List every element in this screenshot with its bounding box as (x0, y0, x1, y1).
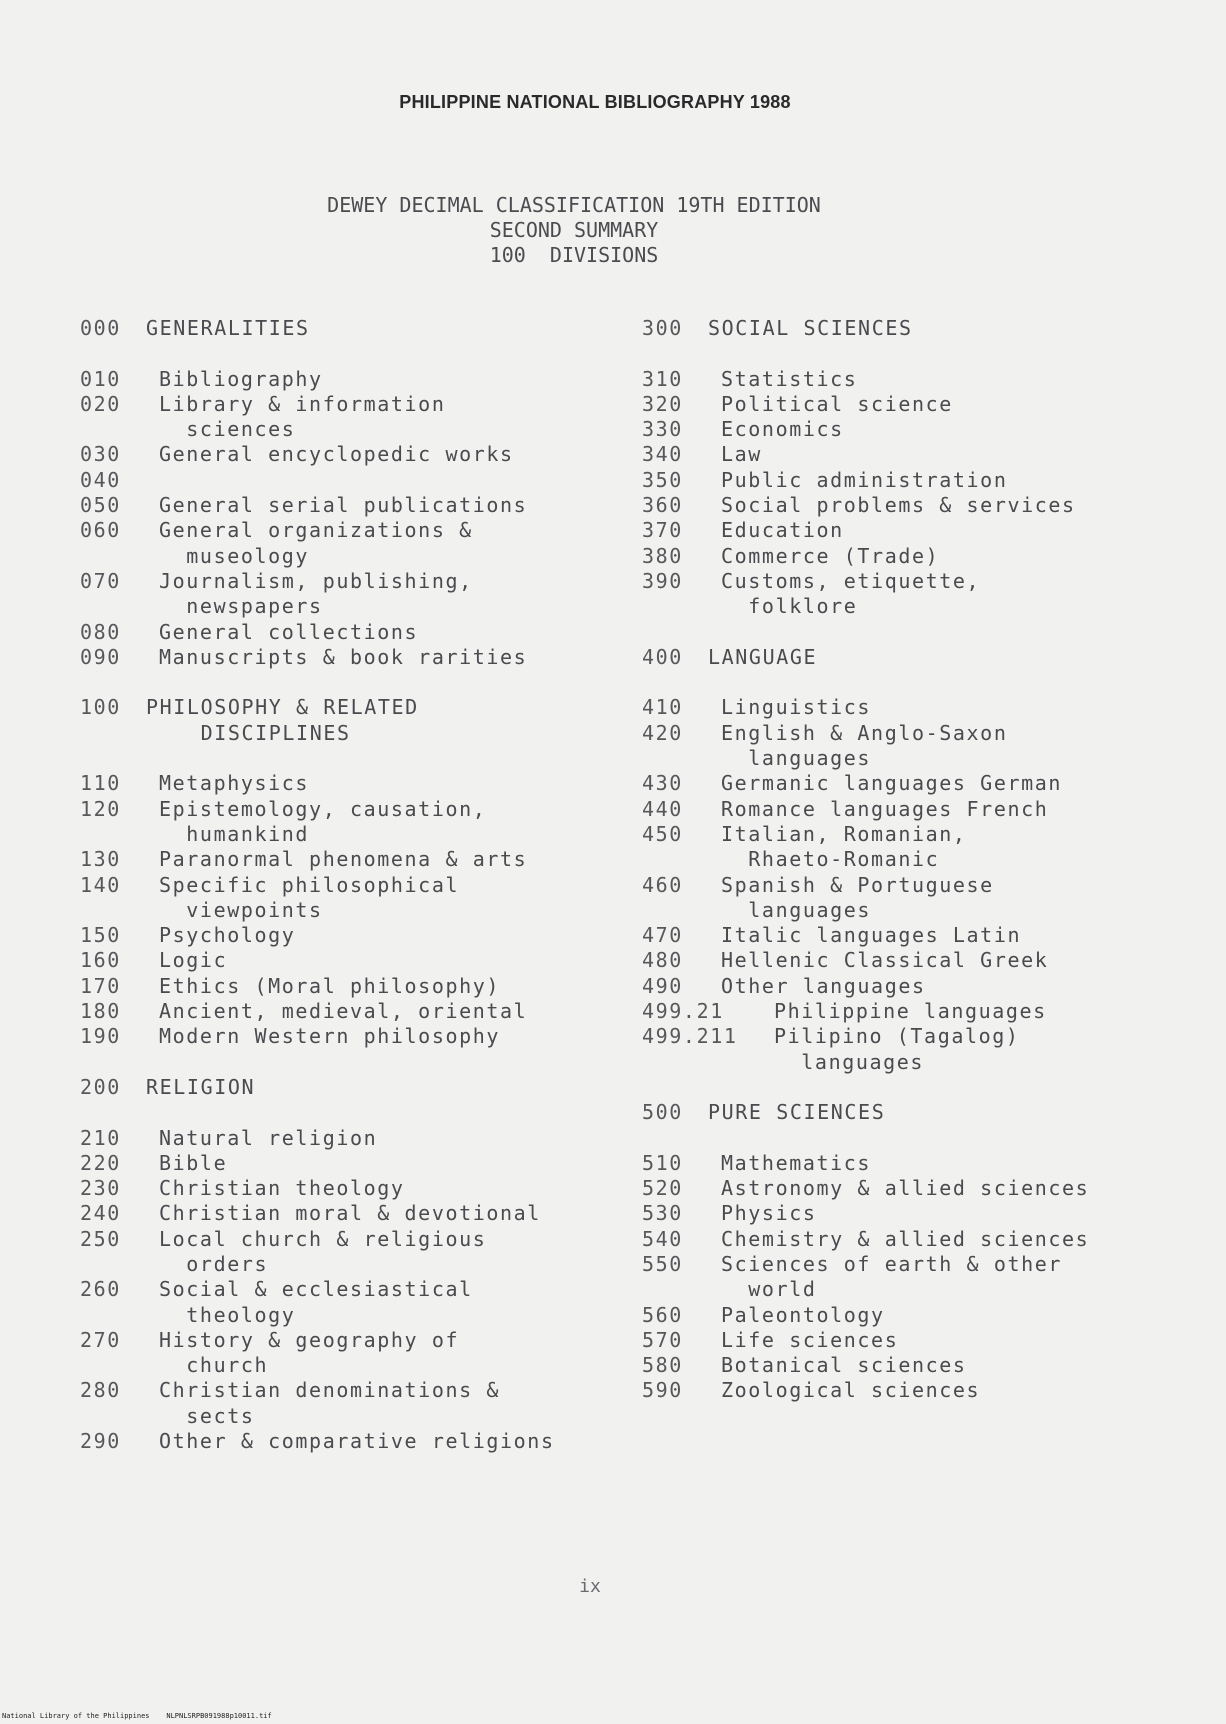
class-number: 590 (642, 1378, 683, 1403)
class-number: 460 (642, 872, 683, 897)
class-number: 030 (80, 442, 121, 467)
division-entry (642, 442, 1202, 467)
spacer (80, 670, 640, 695)
class-number: 380 (642, 543, 683, 568)
class-number: 090 (80, 644, 121, 669)
caption-line: General organizations & (159, 518, 473, 543)
caption-line: Germanic languages German (721, 771, 1063, 796)
class-caption (159, 1378, 640, 1429)
caption-line: Natural religion (159, 1125, 378, 1150)
class-number: 450 (642, 821, 683, 846)
division-entry (80, 797, 640, 848)
division-entry (80, 1227, 640, 1278)
caption-line: sects (159, 1403, 255, 1428)
class-number: 370 (642, 518, 683, 543)
caption-line: Bible (159, 1150, 228, 1175)
page-title: PHILIPPINE NATIONAL BIBLIOGRAPHY 1988 (399, 92, 791, 112)
division-entry (80, 999, 640, 1024)
class-number: 520 (642, 1176, 683, 1201)
division-entry (642, 367, 1202, 392)
class-caption (159, 1126, 640, 1151)
class-caption (159, 771, 640, 796)
class-caption (708, 645, 1202, 670)
caption-line: Commerce (Trade) (721, 543, 940, 568)
division-entry (80, 518, 640, 569)
class-number: 400 (642, 644, 683, 669)
caption-line: Italian, Romanian, (721, 821, 967, 846)
main-class-heading (642, 1100, 1202, 1125)
class-caption (159, 367, 640, 392)
class-number: 250 (80, 1226, 121, 1251)
class-caption (146, 695, 640, 746)
caption-line: Social problems & services (721, 493, 1076, 518)
caption-line: Mathematics (721, 1150, 872, 1175)
division-entry (642, 417, 1202, 442)
class-caption (721, 392, 1202, 417)
division-entry (80, 493, 640, 518)
class-caption (159, 620, 640, 645)
caption-line: world (721, 1277, 817, 1302)
main-class-heading (642, 645, 1202, 670)
division-entry (80, 392, 640, 443)
caption-line: Paranormal phenomena & arts (159, 847, 528, 872)
class-number: 000 (80, 316, 121, 340)
class-number: 120 (80, 796, 121, 821)
class-number: 230 (80, 1176, 121, 1201)
division-entry (80, 1024, 640, 1049)
caption-line: languages (721, 746, 872, 771)
class-number: 530 (642, 1201, 683, 1226)
division-entry (80, 1176, 640, 1201)
class-caption (721, 695, 1202, 720)
class-caption (721, 493, 1202, 518)
class-number: 150 (80, 923, 121, 948)
main-class-heading (80, 695, 640, 746)
class-caption (721, 518, 1202, 543)
division-entry (80, 620, 640, 645)
division-entry (642, 1227, 1202, 1252)
class-number: 160 (80, 948, 121, 973)
caption-line: church (159, 1353, 269, 1378)
class-caption (159, 1151, 640, 1176)
caption-line: PHILOSOPHY & RELATED (146, 695, 419, 720)
division-entry (642, 1353, 1202, 1378)
class-caption (159, 1201, 640, 1226)
caption-line: Ancient, medieval, oriental (159, 999, 528, 1024)
class-caption (159, 873, 640, 924)
caption-line: Journalism, publishing, (159, 568, 473, 593)
class-caption (721, 948, 1202, 973)
caption-line: Economics (721, 417, 844, 442)
class-number: 220 (80, 1150, 121, 1175)
caption-line: General encyclopedic works (159, 442, 514, 467)
class-number: 550 (642, 1251, 683, 1276)
caption-line: Hellenic Classical Greek (721, 948, 1049, 973)
class-number: 320 (642, 391, 683, 416)
class-number: 310 (642, 366, 683, 391)
division-entry (642, 544, 1202, 569)
class-number: 580 (642, 1353, 683, 1378)
caption-line: Life sciences (721, 1327, 899, 1352)
subtitle-line: DEWEY DECIMAL CLASSIFICATION 19TH EDITION (327, 193, 821, 217)
class-caption (721, 822, 1202, 873)
class-number: 240 (80, 1201, 121, 1226)
division-entry (80, 771, 640, 796)
caption-line: Other languages (721, 973, 926, 998)
class-number: 180 (80, 999, 121, 1024)
division-entry (642, 569, 1202, 620)
class-caption (721, 771, 1202, 796)
class-caption (721, 544, 1202, 569)
division-entry (80, 948, 640, 973)
class-caption (721, 797, 1202, 822)
class-caption (159, 442, 640, 467)
division-entry (642, 468, 1202, 493)
class-caption (721, 873, 1202, 924)
class-caption (159, 468, 640, 493)
division-entry (80, 569, 640, 620)
class-caption (708, 1100, 1202, 1125)
caption-line: theology (159, 1302, 296, 1327)
caption-line: Psychology (159, 923, 296, 948)
caption-line: Italic languages Latin (721, 923, 1022, 948)
caption-line: Chemistry & allied sciences (721, 1226, 1090, 1251)
page-number: ix (579, 1576, 601, 1597)
class-number: 490 (642, 973, 683, 998)
caption-line: English & Anglo-Saxon (721, 720, 1008, 745)
class-caption (159, 1277, 640, 1328)
caption-line: humankind (159, 821, 310, 846)
division-entry (80, 1328, 640, 1379)
class-caption (721, 367, 1202, 392)
class-number: 570 (642, 1327, 683, 1352)
class-caption (721, 569, 1202, 620)
class-caption (159, 518, 640, 569)
caption-line: Specific philosophical (159, 872, 460, 897)
caption-line: Education (721, 518, 844, 543)
class-number: 499.21 (642, 999, 724, 1024)
division-entry (642, 923, 1202, 948)
class-caption (159, 923, 640, 948)
class-caption (721, 1151, 1202, 1176)
class-number: 110 (80, 771, 121, 796)
class-number: 210 (80, 1125, 121, 1150)
division-entry (80, 367, 640, 392)
division-entry (642, 974, 1202, 999)
division-entry (642, 771, 1202, 796)
class-caption (146, 1075, 640, 1100)
class-number: 170 (80, 973, 121, 998)
class-caption (721, 1353, 1202, 1378)
spacer (80, 1050, 640, 1075)
spacer (642, 670, 1202, 695)
class-number: 270 (80, 1327, 121, 1352)
caption-line: Bibliography (159, 366, 323, 391)
division-entry (642, 1378, 1202, 1403)
class-caption (721, 923, 1202, 948)
class-number: 020 (80, 391, 121, 416)
caption-line: LANGUAGE (708, 644, 818, 669)
class-number: 280 (80, 1378, 121, 1403)
class-number: 330 (642, 417, 683, 442)
subtitle-line: 100 DIVISIONS (489, 243, 659, 267)
caption-line: languages (721, 897, 872, 922)
class-number: 200 (80, 1074, 121, 1099)
caption-line: Sciences of earth & other (721, 1251, 1063, 1276)
class-caption (159, 493, 640, 518)
spacer (642, 341, 1202, 366)
division-entry (642, 1303, 1202, 1328)
spacer (80, 341, 640, 366)
caption-line: Local church & religious (159, 1226, 487, 1251)
division-entry (80, 974, 640, 999)
caption-line: Astronomy & allied sciences (721, 1176, 1090, 1201)
class-caption (774, 999, 1202, 1024)
division-entry (80, 1201, 640, 1226)
caption-line: newspapers (159, 594, 323, 619)
class-number: 080 (80, 619, 121, 644)
division-entry (642, 721, 1202, 772)
caption-line: Romance languages French (721, 796, 1049, 821)
class-number: 060 (80, 518, 121, 543)
division-entry (642, 873, 1202, 924)
class-caption (721, 442, 1202, 467)
caption-line: languages (774, 1049, 925, 1074)
caption-line: Paleontology (721, 1302, 885, 1327)
main-class-heading (642, 316, 1202, 341)
caption-line: Social & ecclesiastical (159, 1277, 473, 1302)
caption-line: Metaphysics (159, 771, 310, 796)
class-caption (159, 1024, 640, 1049)
caption-line: General serial publications (159, 493, 528, 518)
class-caption (159, 999, 640, 1024)
class-number: 470 (642, 923, 683, 948)
class-caption (159, 1429, 640, 1454)
division-entry (80, 442, 640, 467)
class-number: 140 (80, 872, 121, 897)
class-number: 500 (642, 1100, 683, 1125)
division-entry (642, 1328, 1202, 1353)
class-caption (721, 1303, 1202, 1328)
division-entry (642, 797, 1202, 822)
spacer (642, 620, 1202, 645)
class-caption (159, 974, 640, 999)
class-number: 050 (80, 493, 121, 518)
class-caption (159, 569, 640, 620)
caption-line: Law (721, 442, 762, 467)
class-number: 100 (80, 695, 121, 720)
class-caption (721, 1328, 1202, 1353)
caption-line: Other & comparative religions (159, 1429, 555, 1454)
caption-line: Philippine languages (774, 999, 1047, 1024)
caption-line: Pilipino (Tagalog) (774, 1024, 1020, 1049)
caption-line: viewpoints (159, 897, 323, 922)
class-number: 390 (642, 568, 683, 593)
class-number: 540 (642, 1226, 683, 1251)
class-number: 260 (80, 1277, 121, 1302)
caption-line: History & geography of (159, 1327, 460, 1352)
class-caption (721, 417, 1202, 442)
class-caption (708, 316, 1202, 341)
caption-line: Physics (721, 1201, 817, 1226)
class-caption (721, 1227, 1202, 1252)
caption-line: RELIGION (146, 1074, 256, 1099)
spacer (80, 746, 640, 771)
caption-line: Zoological sciences (721, 1378, 981, 1403)
division-entry (80, 1378, 640, 1429)
class-number: 440 (642, 796, 683, 821)
caption-line: Ethics (Moral philosophy) (159, 973, 501, 998)
division-entry (80, 1151, 640, 1176)
division-entry (642, 999, 1202, 1024)
class-number: 040 (80, 467, 121, 492)
class-number: 190 (80, 1024, 121, 1049)
division-entry (80, 1277, 640, 1328)
main-class-heading (80, 1075, 640, 1100)
division-entry (80, 645, 640, 670)
classification-column-left (80, 316, 640, 1454)
division-entry (80, 873, 640, 924)
class-number: 430 (642, 771, 683, 796)
division-entry (642, 493, 1202, 518)
caption-line: orders (159, 1251, 269, 1276)
class-number: 510 (642, 1150, 683, 1175)
class-caption (721, 1201, 1202, 1226)
caption-line: museology (159, 543, 310, 568)
division-entry (642, 1201, 1202, 1226)
caption-line: Christian theology (159, 1176, 405, 1201)
spacer (642, 1075, 1202, 1100)
division-entry (80, 468, 640, 493)
division-entry (642, 948, 1202, 973)
caption-line: Logic (159, 948, 228, 973)
class-number: 290 (80, 1429, 121, 1454)
class-caption (159, 1176, 640, 1201)
division-entry (80, 923, 640, 948)
class-caption (774, 1024, 1202, 1075)
caption-line: GENERALITIES (146, 316, 310, 340)
class-caption (721, 1176, 1202, 1201)
class-caption (721, 974, 1202, 999)
division-entry (642, 822, 1202, 873)
caption-line: General collections (159, 619, 419, 644)
caption-line: Political science (721, 391, 953, 416)
class-number: 420 (642, 720, 683, 745)
class-caption (159, 1328, 640, 1379)
class-number: 410 (642, 695, 683, 720)
class-number: 350 (642, 467, 683, 492)
caption-line: folklore (721, 594, 858, 619)
class-caption (159, 645, 640, 670)
caption-line: DISCIPLINES (146, 720, 351, 745)
division-entry (642, 1024, 1202, 1075)
spacer (80, 1100, 640, 1125)
caption-line: Public administration (721, 467, 1008, 492)
division-entry (642, 1252, 1202, 1303)
classification-column-right (642, 316, 1202, 1404)
division-entry (80, 847, 640, 872)
division-entry (642, 518, 1202, 543)
caption-line: PURE SCIENCES (708, 1100, 886, 1125)
class-caption (721, 1252, 1202, 1303)
caption-line: Christian moral & devotional (159, 1201, 541, 1226)
caption-line: Library & information (159, 391, 446, 416)
class-number: 499.211 (642, 1024, 738, 1049)
caption-line: Statistics (721, 366, 858, 391)
class-caption (146, 316, 640, 341)
caption-line: Manuscripts & book rarities (159, 644, 528, 669)
class-number: 300 (642, 316, 683, 340)
class-number: 070 (80, 568, 121, 593)
caption-line (159, 468, 640, 493)
division-entry (642, 1176, 1202, 1201)
caption-line: Epistemology, causation, (159, 796, 487, 821)
subtitle-line: SECOND SUMMARY (489, 218, 659, 242)
division-entry (80, 1429, 640, 1454)
caption-line: Rhaeto-Romanic (721, 847, 940, 872)
division-entry (642, 695, 1202, 720)
caption-line: Modern Western philosophy (159, 1024, 501, 1049)
caption-line: Customs, etiquette, (721, 568, 981, 593)
division-entry (642, 392, 1202, 417)
spacer (642, 1126, 1202, 1151)
class-caption (159, 797, 640, 848)
class-caption (159, 847, 640, 872)
class-number: 360 (642, 493, 683, 518)
class-caption (721, 721, 1202, 772)
class-number: 130 (80, 847, 121, 872)
class-number: 480 (642, 948, 683, 973)
division-entry (80, 1126, 640, 1151)
caption-line: Christian denominations & (159, 1378, 501, 1403)
class-caption (721, 1378, 1202, 1403)
caption-line: SOCIAL SCIENCES (708, 316, 913, 340)
class-caption (721, 468, 1202, 493)
class-caption (159, 1227, 640, 1278)
class-number: 560 (642, 1302, 683, 1327)
class-caption (159, 392, 640, 443)
class-number: 010 (80, 366, 121, 391)
class-caption (159, 948, 640, 973)
main-class-heading (80, 316, 640, 341)
caption-line: Botanical sciences (721, 1353, 967, 1378)
caption-line: Linguistics (721, 695, 872, 720)
caption-line: sciences (159, 417, 296, 442)
class-number: 340 (642, 442, 683, 467)
division-entry (642, 1151, 1202, 1176)
caption-line: Spanish & Portuguese (721, 872, 994, 897)
scan-credit: National Library of the Philippines NLPNLSRPB091988p10011.tif (2, 1712, 272, 1720)
